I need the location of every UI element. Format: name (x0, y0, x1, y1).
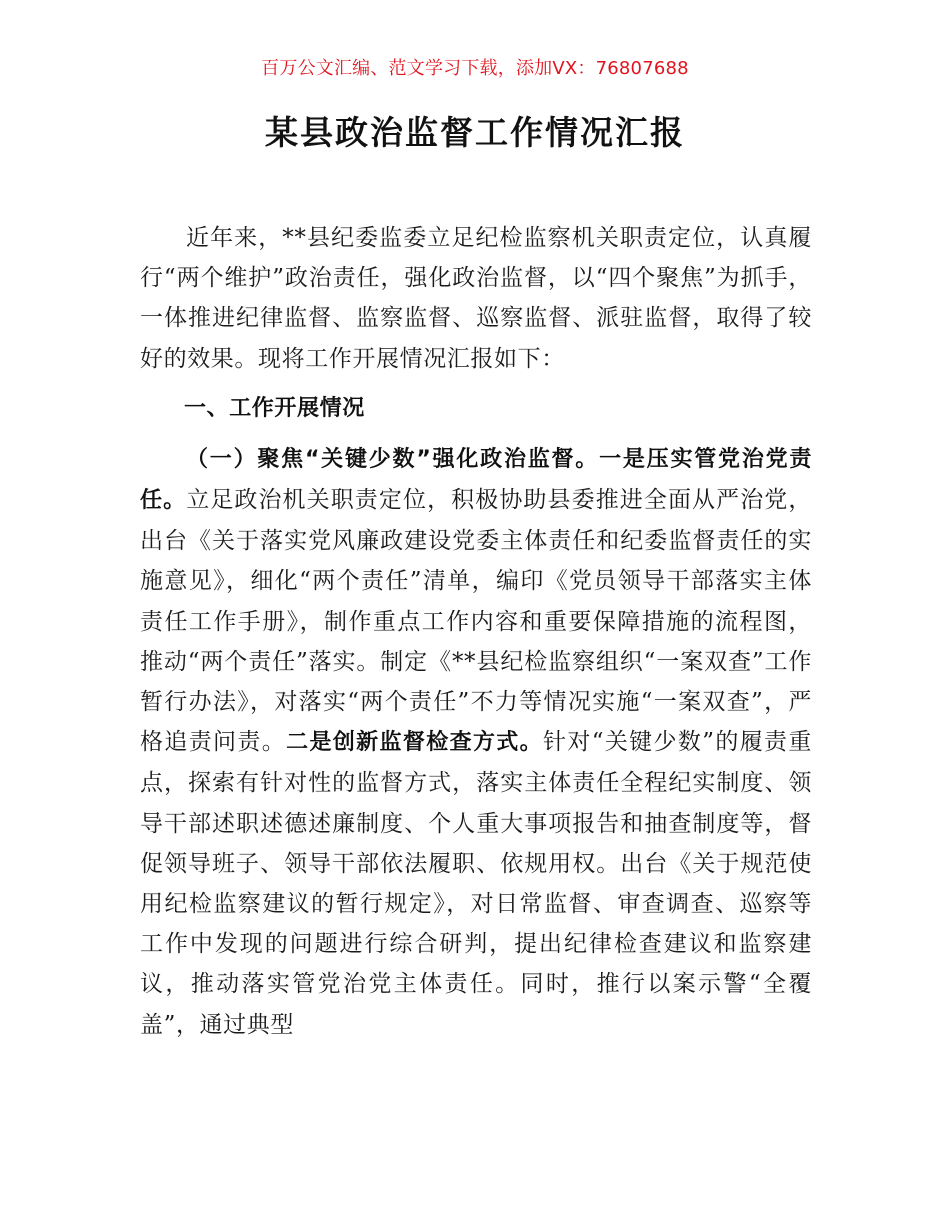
document-body (140, 218, 812, 1045)
document-title: 某县政治监督工作情况汇报 (265, 113, 685, 152)
intro-paragraph: 近年来，**县纪委监委立足纪检监察机关职责定位，认真履行“两个维护”政治责任，强化政治监督，以“四个聚焦”为抓手，一体推进纪律监督、监察监督、巡察监督、派驻监督，取得了较好的效果。现将工作开展情况汇报如下： (140, 225, 812, 372)
watermark-text: 百万公文汇编、范文学习下载，添加VX：76807688 (261, 58, 689, 79)
subsection-bold-mid: 二是创新监督检查方式。 (286, 730, 544, 756)
subsection-paragraph-1 (140, 439, 812, 1045)
subsection-text-1: 立足政治机关职责定位，积极协助县委推进全面从严治党，出台《关于落实党风廉政建设党委主体责任和纪委监督责任的实施意见》，细化“两个责任”清单，编印《党员领导干部落实主体责任工作手册》，制作重点工作内容和重要保障措施的流程图，推动“两个责任”落实。制定《**县纪检监察组织“一案双查”工作暂行办法》，对落实“两个责任”不力等情况实施“一案双查”，严格追责问责。 (140, 487, 812, 756)
subsection-bold-lead: （一）聚焦“关键少数”强化政治监督。一是压实管党治党责任。 (140, 446, 812, 514)
subsection-text-2: 针对“关键少数”的履责重点，探索有针对性的监督方式，落实主体责任全程纪实制度、领导干部述职述德述廉制度、个人重大事项报告和抽查制度等，督促领导班子、领导干部依法履职、依规用权。出台《关于规范使用纪检监察建议的暂行规定》，对日常监督、审查调查、巡察等工作中发现的问题进行综合研判，提出纪律检查建议和监察建议，推动落实管党治党主体责任。同时，推行以案示警“全覆盖”，通过典型 (140, 729, 813, 1038)
section-heading-1: 一、工作开展情况 (184, 395, 365, 421)
